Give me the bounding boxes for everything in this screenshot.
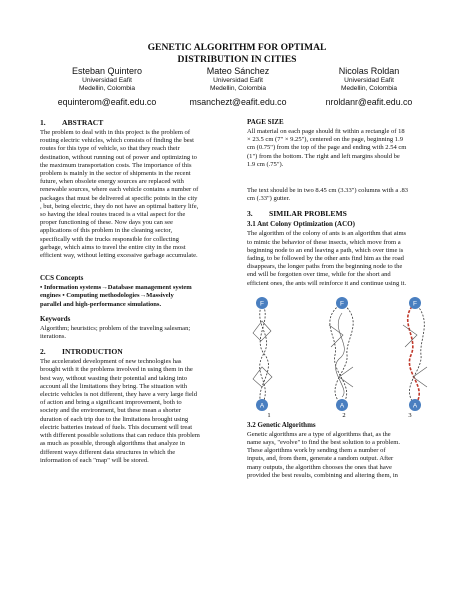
ga-heading: 3.2 Genetic Algorithms [247, 420, 316, 429]
right-column [247, 118, 437, 480]
text-line: renewable sources, where each vehicle contains a number of [40, 186, 199, 194]
text-line: best way, without wasting their potential and taking into [40, 374, 188, 382]
paper-title-line-1: GENETIC ALGORITHM FOR OPTIMAL [147, 42, 327, 53]
author-location: Medellin, Colombia [340, 85, 398, 93]
text-line: problem is mainly in the sector of shipments in the recent [40, 170, 191, 178]
text-line: of action and bring a significant improvement, both to [40, 399, 182, 407]
column-size-body [247, 187, 437, 203]
text-line: routing electric vehicles, which consists of finding the best [40, 137, 194, 145]
abstract-body [40, 129, 230, 260]
aco-figure [247, 291, 437, 419]
section-title: SIMILAR PROBLEMS [269, 209, 347, 219]
text-line: electric vehicles is not different, they have a very large field [40, 391, 197, 399]
text-line: The accelerated development of new technologies has [40, 358, 182, 366]
section-title: ABSTRACT [62, 118, 104, 127]
aco-panel-2 [329, 297, 353, 419]
author-name: Esteban Quintero [71, 66, 143, 76]
left-column [40, 118, 230, 465]
text-line: The algorithm of the colony of ants is an algorithm that aims [247, 230, 407, 238]
panel-caption: 1 [267, 411, 271, 419]
text-line: iterations. [40, 333, 66, 341]
text-line: inputs, and, from them, generate a random output. After [247, 455, 394, 463]
text-line: account all the limitations they bring. The situation with [40, 382, 187, 390]
paper-title [0, 42, 474, 65]
text-line: end will be forgotten over time, while for the short and [247, 271, 391, 279]
text-line: electric batteries instead of fuels. This document will treat [40, 423, 193, 431]
text-line: The problem to deal with in this project is the problem of [40, 129, 190, 136]
author-block-2 [163, 66, 313, 108]
text-line: parallel and high-performance simulations. [40, 300, 162, 308]
panel-caption: 2 [342, 411, 346, 419]
author-location: Medellin, Colombia [78, 85, 136, 93]
text-line: information of each "map" will be stored. [40, 456, 149, 464]
section-title: INTRODUCTION [62, 347, 123, 357]
text-line: engines • Computing methodologies→Massively [40, 292, 174, 300]
text-line: garbage, which aims to travel the entire city in the most [40, 243, 186, 251]
text-line: The text should be in two 8.45 cm (3.33") columns with a .83 [247, 187, 409, 195]
text-line: packages that must be delivered at specific points in the city [40, 194, 198, 202]
text-line: All material on each page should fit within a rectangle of 18 [247, 128, 405, 135]
text-line: future, when obsolete energy sources are replaced with [40, 178, 184, 186]
ccs-concepts [40, 284, 230, 309]
text-line: cm (0.75") from the top of the page and ending with 2.54 cm [247, 144, 407, 152]
text-line: efficient way, without letting excessive garbage accumulate. [40, 252, 198, 260]
text-line: brought with it the problems involved in using them in the [40, 366, 193, 374]
text-line: to mimic the behavior of these insects, which move from a [247, 238, 401, 246]
author-affiliation: Universidad Eafit [213, 77, 263, 84]
author-email: msanchezt@eafit.edu.co [189, 96, 287, 107]
keywords-body [40, 325, 230, 341]
author-name: Mateo Sánchez [206, 66, 270, 76]
section-number: 2. [40, 347, 46, 357]
text-line: provided the best results, combining and altering them, in [247, 471, 398, 479]
nest-node-label: A [339, 402, 345, 410]
text-line: applications of this problem in the cleaning sector, [40, 227, 173, 235]
nest-node-label: A [412, 402, 418, 410]
text-line: with different possible solutions that can reduce this problem [40, 432, 200, 440]
author-affiliation: Universidad Eafit [344, 77, 394, 84]
nest-node-label: A [259, 402, 265, 410]
text-line: as much as possible, through algorithms that analyze in [40, 440, 185, 448]
food-node-label: F [260, 300, 264, 308]
ccs-heading: CCS Concepts [40, 274, 84, 283]
text-line: many outputs, the algorithm chooses the ones that have [247, 463, 392, 471]
introduction-heading [40, 347, 230, 356]
text-line: name says, "evolve" to find the best solution to a problem. [247, 439, 400, 447]
food-node-label: F [413, 300, 417, 308]
section-number: 3. [247, 209, 253, 219]
page-size-body [247, 128, 437, 169]
text-line: routes for this type of vehicle, so that they reach their [40, 145, 180, 153]
text-line: (1") from the bottom. The right and left margins should be [247, 152, 400, 160]
aco-heading: 3.1 Ant Colony Optimization (ACO) [247, 220, 355, 229]
text-line: Algorithm; heuristics; problem of the traveling salesman; [40, 324, 191, 332]
text-line: the maximum transportation costs. The importance of this [40, 161, 192, 169]
author-name: Nicolas Roldan [338, 66, 400, 76]
author-location: Medellin, Colombia [209, 85, 267, 93]
abstract-heading [40, 118, 230, 127]
text-line: These algorithms work by sending them a number of [247, 447, 386, 455]
text-line: so having the ideal routes traced is a vital aspect for the [40, 211, 186, 219]
section-number: 1. [40, 118, 46, 127]
text-line: Genetic algorithms are a type of algorithms that, as the [247, 430, 391, 438]
keywords-heading: Keywords [40, 314, 71, 323]
text-line: × 23.5 cm (7" × 9.25"), centered on the page, beginning 1.9 [247, 136, 403, 144]
introduction-body [40, 358, 230, 465]
text-line: society and the environment, but these mean a shorter [40, 407, 181, 415]
author-email: equinterom@eafit.edu.co [57, 96, 157, 107]
text-line: proper functioning of these. Now days you can see [40, 219, 173, 227]
ga-body [247, 431, 437, 480]
text-line: duration of each trip due to the limitations brought using [40, 415, 189, 423]
text-line: • Information systems→Database management system [40, 284, 192, 292]
similar-problems-heading [247, 209, 437, 218]
aco-body [247, 230, 437, 287]
author-affiliation: Universidad Eafit [82, 77, 132, 84]
aco-panel-1 [253, 297, 272, 419]
paper-title-line-2: DISTRIBUTION IN CITIES [177, 53, 297, 65]
text-line: different ways different data structures in which the [40, 448, 176, 456]
text-line: fading, to be followed by the other ants find him as the road [247, 255, 404, 263]
text-line: , but, being electric, they do not have an optimal battery life, [40, 202, 199, 210]
food-node-label: F [340, 300, 344, 308]
text-line: disappears, the longer paths from the beginning node to the [247, 263, 403, 271]
text-line: specifically with the trucks responsible for collecting [40, 235, 179, 243]
panel-caption: 3 [408, 411, 412, 419]
author-block-3 [294, 66, 444, 108]
aco-panel-3 [403, 297, 427, 419]
page-size-heading: PAGE SIZE [247, 118, 284, 126]
author-block-1 [32, 66, 182, 108]
text-line: 1.9 cm (.75"). [247, 160, 284, 168]
text-line: beginning node to an end leaving a path, which over time is [247, 246, 404, 254]
text-line: efficient ones, the ants will reinforce it and continue using it. [247, 279, 407, 287]
text-line: destination, without running out of power and optimizing to [40, 153, 197, 161]
text-line: cm (.33") gutter. [247, 195, 291, 203]
author-email: nroldanr@eafit.edu.co [325, 96, 413, 107]
